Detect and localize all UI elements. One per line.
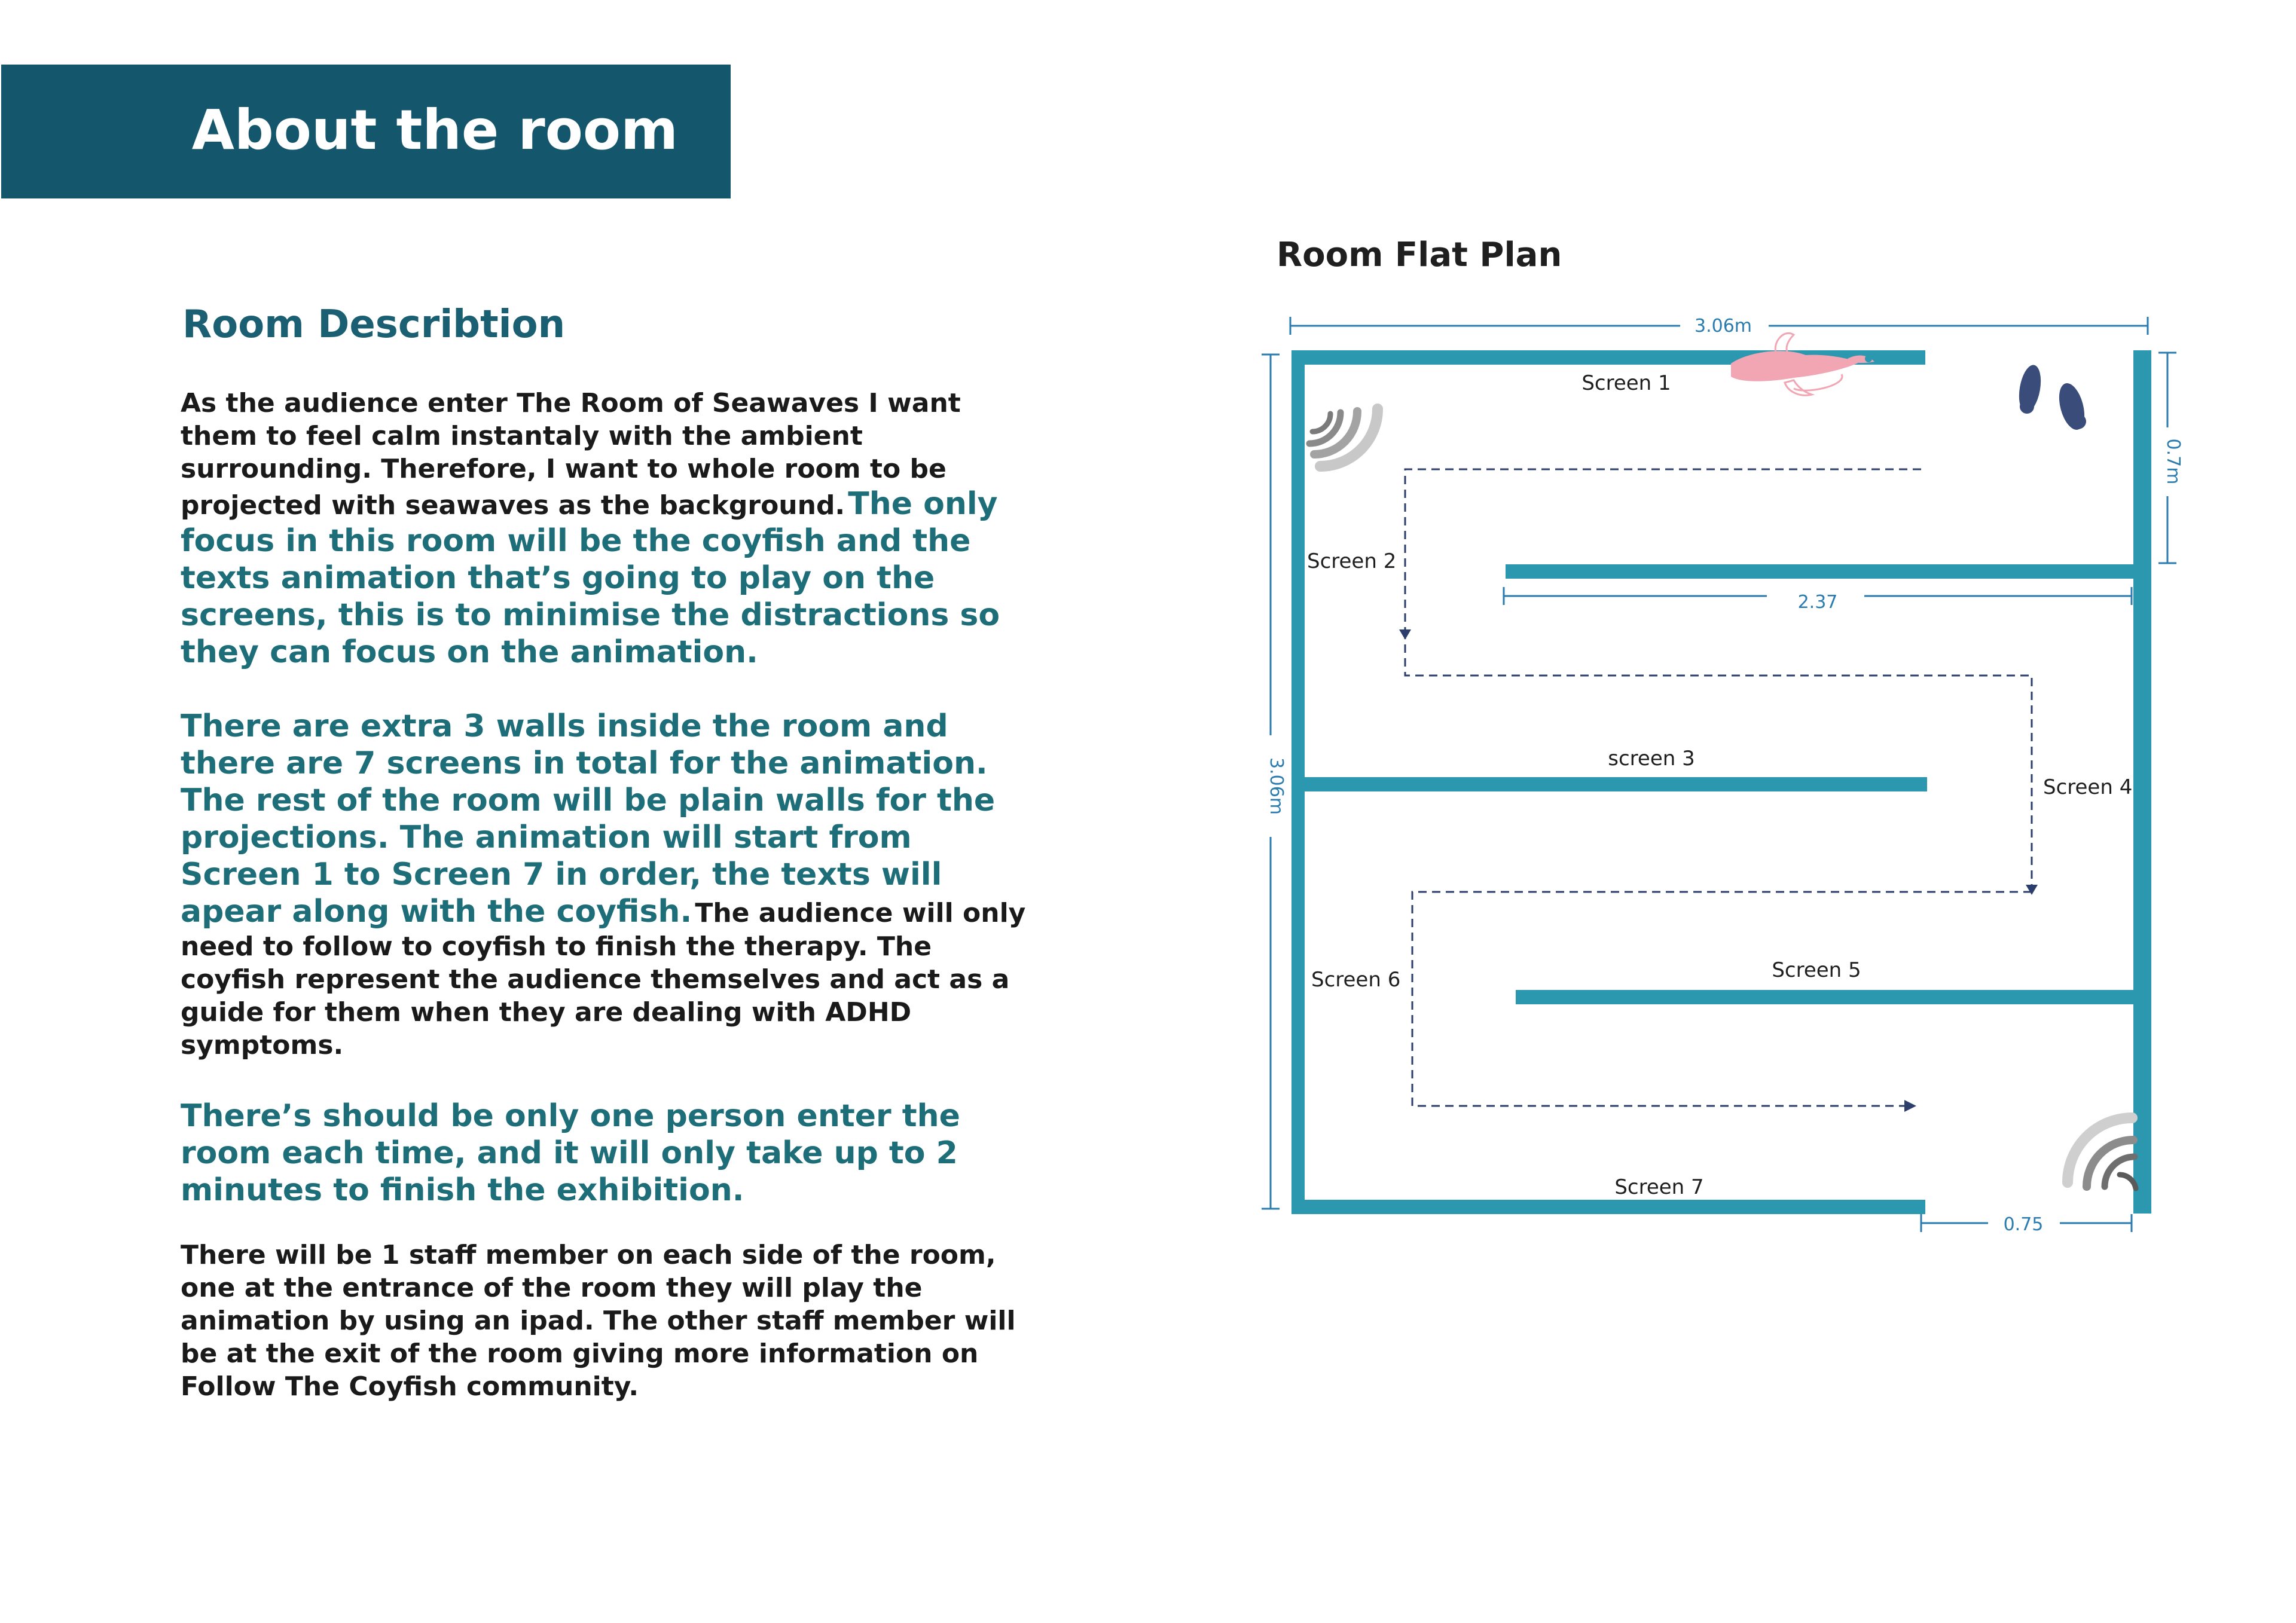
room-description-heading: Room Describtion: [182, 302, 566, 347]
paragraph-1-emphasis: The only focus in this room will be the coyfish and the texts animation that’s going to play on the screens, this is to minimise the distractions so they can focus on the animation.: [181, 486, 1000, 670]
page-title: About the room: [191, 98, 678, 162]
wall-left: [1292, 350, 1305, 1214]
screen-2-label: Screen 2: [1307, 549, 1397, 573]
exit-gap-label: 0.75: [2003, 1214, 2044, 1235]
dimension-lines: [1262, 317, 2176, 1232]
wall-right: [2133, 350, 2151, 1214]
inner-wall-label: 2.37: [1797, 592, 1838, 613]
walls: [1292, 350, 2151, 1214]
inner-wall-1: [1506, 564, 2141, 579]
plan-title: Room Flat Plan: [1277, 236, 1562, 274]
screen-5-label: Screen 5: [1772, 958, 1861, 982]
top-width-label: 3.06m: [1694, 316, 1752, 337]
paragraph-1-intro: As the audience enter The Room of Seawaves I want them to feel calm instantaly with the ambient surrounding. Therefore, I want to whole room to be projected with seawaves as the background.: [181, 388, 961, 521]
entrance-gap-label: 0.7m: [2163, 438, 2184, 485]
screen-6-label: Screen 6: [1311, 968, 1401, 992]
paragraph-2-emphasis: There are extra 3 walls inside the room and there are 7 screens in total for the animation. The rest of the room will be plain walls for the projections. The animation will start from Screen 1 to Screen 7 in order, the texts will apear along with the coyfish.: [181, 708, 996, 930]
left-height-label: 3.06m: [1266, 757, 1287, 815]
screen-1-label: Screen 1: [1581, 371, 1671, 395]
guide-path-arrows: [1399, 629, 2038, 1112]
inner-wall-2: [1303, 777, 1927, 791]
screen-7-label: Screen 7: [1614, 1175, 1704, 1199]
description-paragraph-4: There will be 1 staff member on each side of the room, one at the entrance of the room they will play the animation by using an ipad. The other staff member will be at the exit of the room giving more information on Follow The Coyfish community.: [181, 1240, 1016, 1402]
wall-bottom: [1292, 1200, 1925, 1214]
speaker-icon: [1309, 409, 1378, 466]
description-paragraph-3: There’s should be only one person enter the room each time, and it will only take up to 2 minutes to finish the exhibition.: [181, 1098, 960, 1208]
screen-3-label: screen 3: [1608, 747, 1695, 771]
speaker-icon: [2068, 1118, 2136, 1188]
footprints-icon: [2016, 363, 2089, 433]
koi-fish-icon: [1731, 333, 1874, 395]
inner-wall-3: [1516, 990, 2141, 1004]
paragraph-2-detail: The audience will only need to follow to coyfish to finish the therapy. The coyfish represent the audience themselves and act as a guide for them when they are dealing with ADHD symptoms.: [181, 898, 1026, 1060]
screen-4-label: Screen 4: [2043, 775, 2133, 799]
